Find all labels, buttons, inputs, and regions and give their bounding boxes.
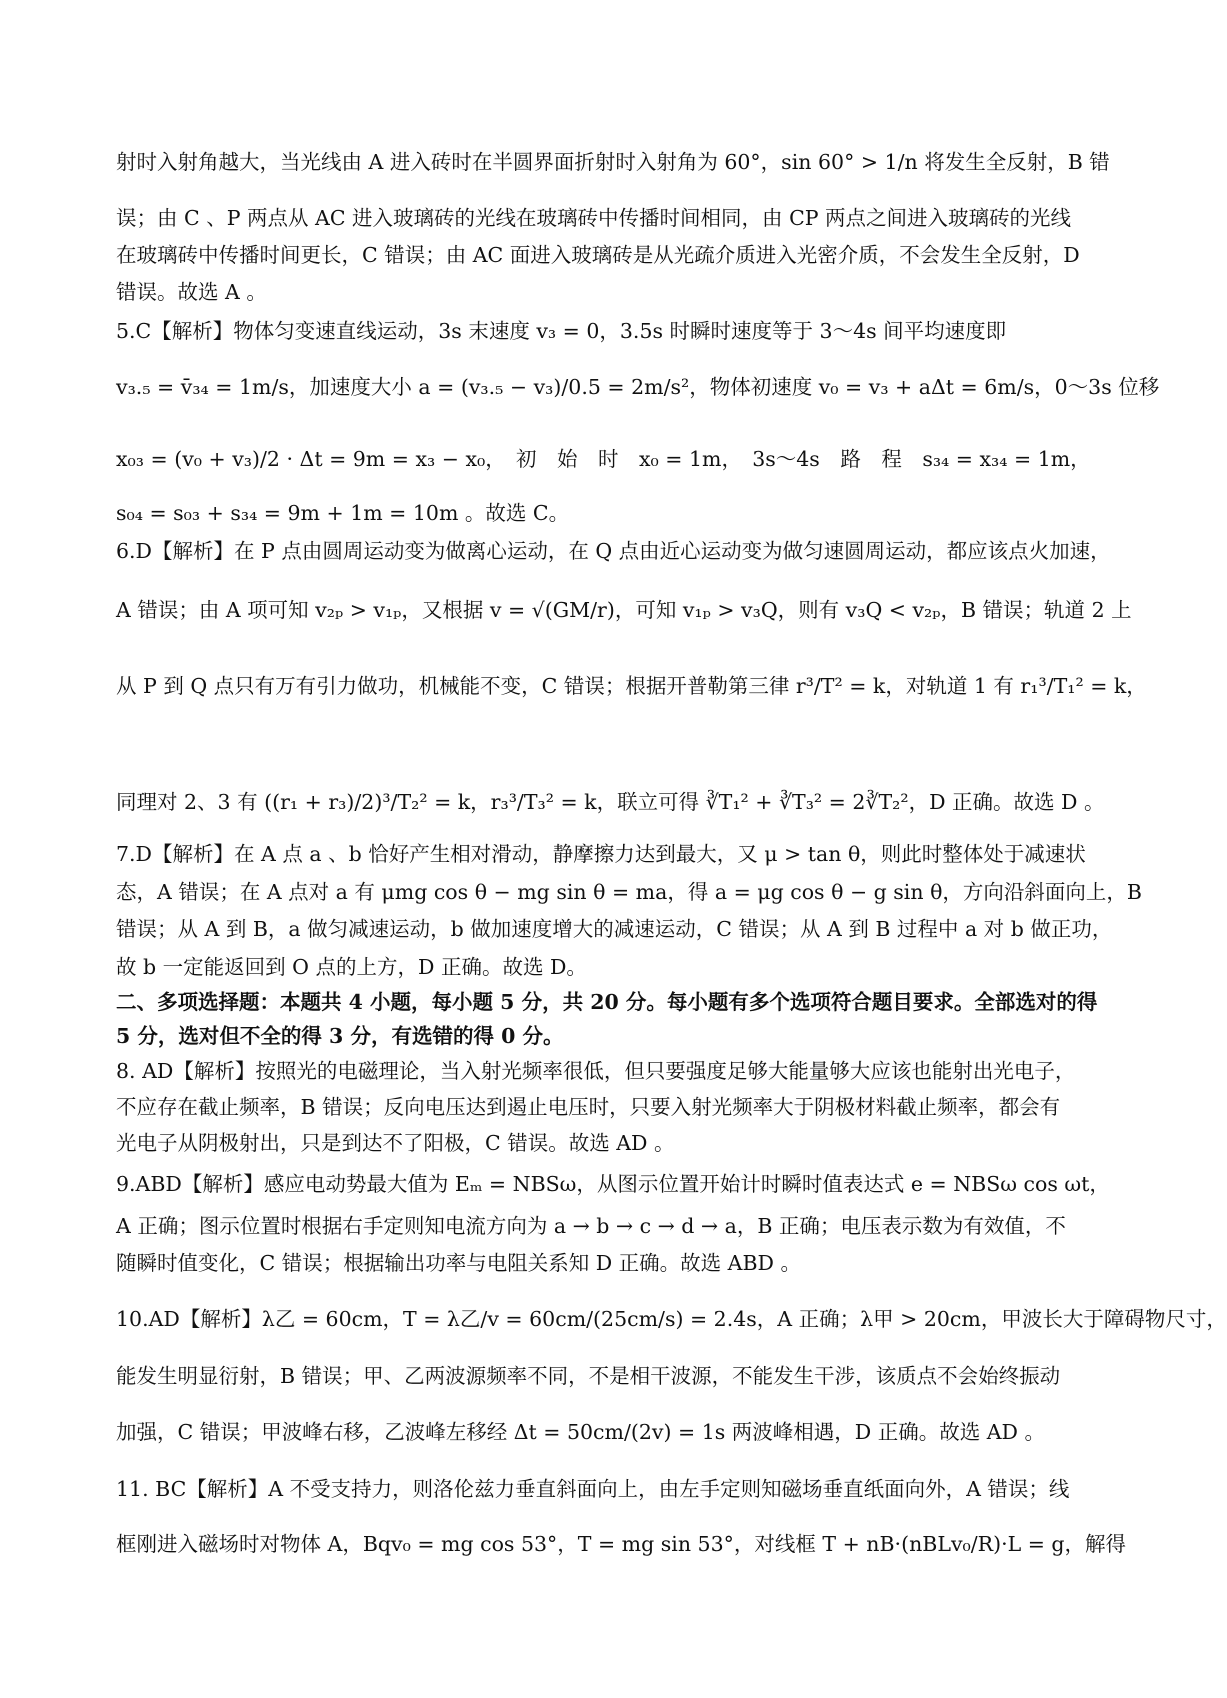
text-line: 框刚进入磁场时对物体 A，Bqv₀ = mg cos 53°，T = mg sin 53°，对线框 T + nB·(nBLv₀/R)·L = g，解得: [116, 1532, 1127, 1556]
text-line: 加强，C 错误；甲波峰右移，乙波峰左移经 Δt = 50cm/(2v) = 1s 两波峰相遇，D 正确。故选 AD 。: [116, 1420, 1046, 1444]
text-line: 故 b 一定能返回到 O 点的上方，D 正确。故选 D。: [116, 955, 587, 979]
text-line: A 错误；由 A 项可知 v₂ₚ > v₁ₚ，又根据 v = √(GM/r)，可知 v₁ₚ > v₃Q，则有 v₃Q < v₂ₚ，B 错误；轨道 2 上: [116, 598, 1132, 622]
text-line: 误；由 C 、P 两点从 AC 进入玻璃砖的光线在玻璃砖中传播时间相同，由 CP 两点之间进入玻璃砖的光线: [116, 206, 1072, 230]
text-line: 5.C【解析】物体匀变速直线运动，3s 末速度 v₃ = 0，3.5s 时瞬时速度等于 3～4s 间平均速度即: [116, 319, 1007, 343]
text-line: 6.D【解析】在 P 点由圆周运动变为做离心运动，在 Q 点由近心运动变为做匀速圆周运动，都应该点火加速，: [116, 539, 1111, 563]
text-line: 错误。故选 A 。: [116, 280, 267, 304]
text-line: 9.ABD【解析】感应电动势最大值为 Eₘ = NBSω，从图示位置开始计时瞬时值表达式 e = NBSω cos ωt，: [116, 1172, 1110, 1196]
text-line: 态，A 错误；在 A 点对 a 有 μmg cos θ − mg sin θ = ma，得 a = μg cos θ − g sin θ，方向沿斜面向上，B: [116, 880, 1142, 904]
text-line: 能发生明显衍射，B 错误；甲、乙两波源频率不同，不是相干波源，不能发生干涉，该质点不会始终振动: [116, 1364, 1061, 1388]
section-heading: 二、多项选择题：本题共 4 小题，每小题 5 分，共 20 分。每小题有多个选项符合题目要求。全部选对的得: [116, 990, 1098, 1014]
text-line: 光电子从阴极射出，只是到达不了阳极，C 错误。故选 AD 。: [116, 1131, 675, 1155]
text-line: 11. BC【解析】A 不受支持力，则洛伦兹力垂直斜面向上，由左手定则知磁场垂直纸面向外，A 错误；线: [116, 1477, 1070, 1501]
text-line: 在玻璃砖中传播时间更长，C 错误；由 AC 面进入玻璃砖是从光疏介质进入光密介质，不会发生全反射，D: [116, 243, 1080, 267]
text-line: 随瞬时值变化，C 错误；根据输出功率与电阻关系知 D 正确。故选 ABD 。: [116, 1251, 802, 1275]
text-line: 不应存在截止频率，B 错误；反向电压达到遏止电压时，只要入射光频率大于阴极材料截止频率，都会有: [116, 1095, 1061, 1119]
text-line: 错误；从 A 到 B，a 做匀减速运动，b 做加速度增大的减速运动，C 错误；从 A 到 B 过程中 a 对 b 做正功，: [116, 917, 1113, 941]
text-line: 从 P 到 Q 点只有万有引力做功，机械能不变，C 错误；根据开普勒第三律 r³/T² = k，对轨道 1 有 r₁³/T₁² = k，: [116, 674, 1147, 698]
text-line: 10.AD【解析】λ乙 = 60cm，T = λ乙/v = 60cm/(25cm/s) = 2.4s，A 正确；λ甲 > 20cm，甲波长大于障碍物尺寸，: [116, 1307, 1227, 1331]
text-line: 同理对 2、3 有 ((r₁ + r₃)/2)³/T₂² = k，r₃³/T₃² = k，联立可得 ∛T₁² + ∛T₃² = 2∛T₂²，D 正确。故选 D 。: [116, 790, 1105, 814]
text-line: 8. AD【解析】按照光的电磁理论，当入射光频率很低，但只要强度足够大能量够大应该也能射出光电子，: [116, 1059, 1076, 1083]
text-line: 射时入射角越大，当光线由 A 进入砖时在半圆界面折射时入射角为 60°，sin 60° > 1/n 将发生全反射，B 错: [116, 150, 1110, 174]
text-line: x₀₃ = (v₀ + v₃)/2 · Δt = 9m = x₃ − x₀， 初 始 时 x₀ = 1m， 3s～4s 路 程 s₃₄ = x₃₄ = 1m，: [116, 447, 1091, 471]
text-line: 7.D【解析】在 A 点 a 、b 恰好产生相对滑动，静摩擦力达到最大，又 μ > tan θ，则此时整体处于减速状: [116, 842, 1086, 866]
text-line: s₀₄ = s₀₃ + s₃₄ = 9m + 1m = 10m 。故选 C。: [116, 501, 570, 525]
text-line: v₃.₅ = v̄₃₄ = 1m/s，加速度大小 a = (v₃.₅ − v₃)/0.5 = 2m/s²，物体初速度 v₀ = v₃ + aΔt = 6m/s，0～3s 位移: [116, 375, 1160, 399]
section-heading: 5 分，选对但不全的得 3 分，有选错的得 0 分。: [116, 1024, 564, 1048]
text-line: A 正确；图示位置时根据右手定则知电流方向为 a → b → c → d → a，B 正确；电压表示数为有效值，不: [116, 1214, 1066, 1238]
